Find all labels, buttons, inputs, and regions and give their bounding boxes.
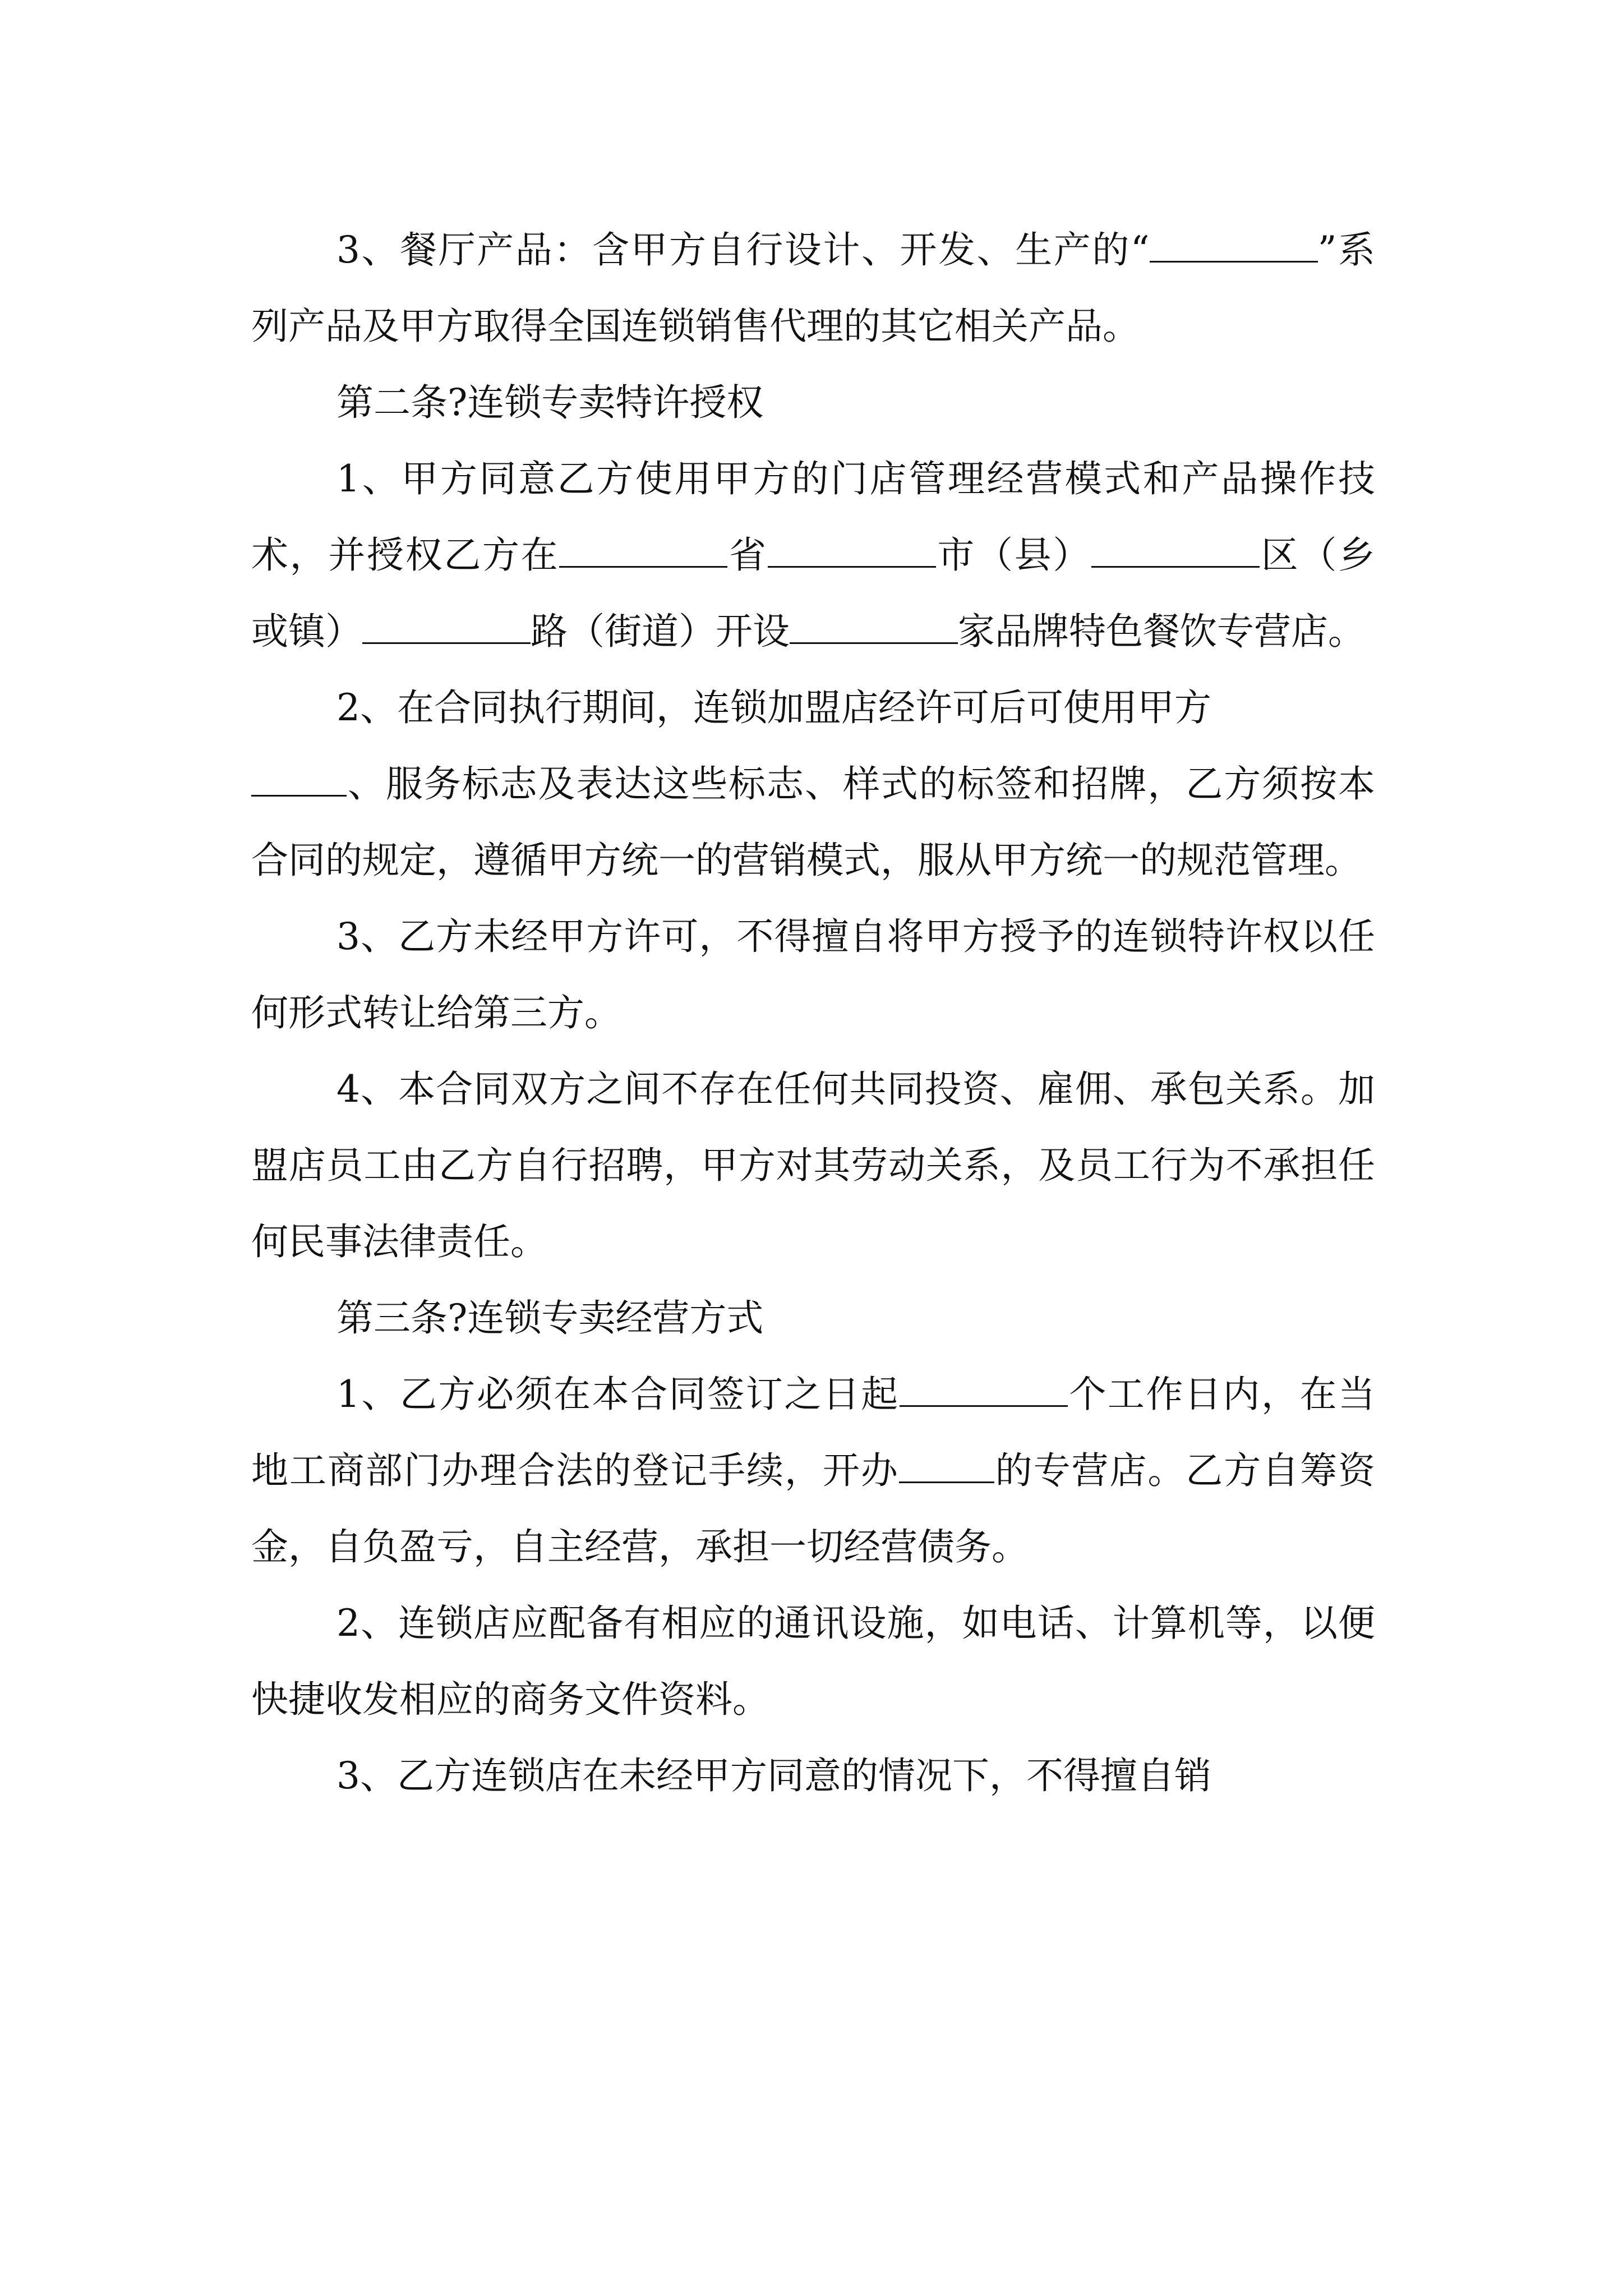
paragraph-authorization: 1、甲方同意乙方使用甲方的门店管理经营模式和产品操作技术，并授权乙方在 省 市（县） 区（乡或镇） 路（街道）开设 家品牌特色餐饮专营店。 [251,457,1376,653]
paragraph-communication-facilities: 2、连锁店应配备有相应的通讯设施，如电话、计算机等，以便快捷收发相应的商务文件资料。 [251,1602,1375,1721]
paragraph-restaurant-products: 3、餐厅产品：含甲方自行设计、开发、生产的“ ”系列产品及甲方取得全国连锁销售代理的其它相关产品。 [251,228,1375,348]
paragraph-no-transfer: 3、乙方未经甲方许可，不得擅自将甲方授予的连锁特许权以任何形式转让给第三方。 [251,915,1375,1034]
fill-blank-road [362,610,531,644]
fill-blank-series-name [1150,229,1318,263]
fill-blank-working-days [900,1373,1068,1407]
fill-blank-store-type [899,1450,994,1483]
fill-blank-province [559,534,727,568]
paragraph-registration: 1、乙方必须在本合同签订之日起 个工作日内，在当地工商部门办理合法的登记手续，开办 的专营店。乙方自筹资金，自负盈亏，自主经营，承担一切经营债务。 [251,1373,1376,1568]
section-heading-article-2: 第二条?连锁专卖特许授权 [336,381,764,424]
paragraph-no-unauthorized-sales: 3、乙方连锁店在未经甲方同意的情况下，不得擅自销 [336,1754,1211,1797]
fill-blank-city [768,534,936,568]
document-body [251,212,1375,1814]
fill-blank-trademark [251,763,347,797]
paragraph-no-relationship: 4、本合同双方之间不存在任何共同投资、雇佣、承包关系。加盟店员工由乙方自行招聘，甲方对其劳动关系，及员工行为不承担任何民事法律责任。 [251,1068,1375,1263]
section-heading-article-3: 第三条?连锁专卖经营方式 [336,1296,764,1340]
fill-blank-district [1091,534,1260,568]
fill-blank-store-count [790,610,958,644]
paragraph-trademark-usage: 2、在合同执行期间，连锁加盟店经许可后可使用甲方 、服务标志及表达这些标志、样式的标签和招牌，乙方须按本合同的规定，遵循甲方统一的营销模式，服从甲方统一的规范管理。 [251,686,1375,882]
